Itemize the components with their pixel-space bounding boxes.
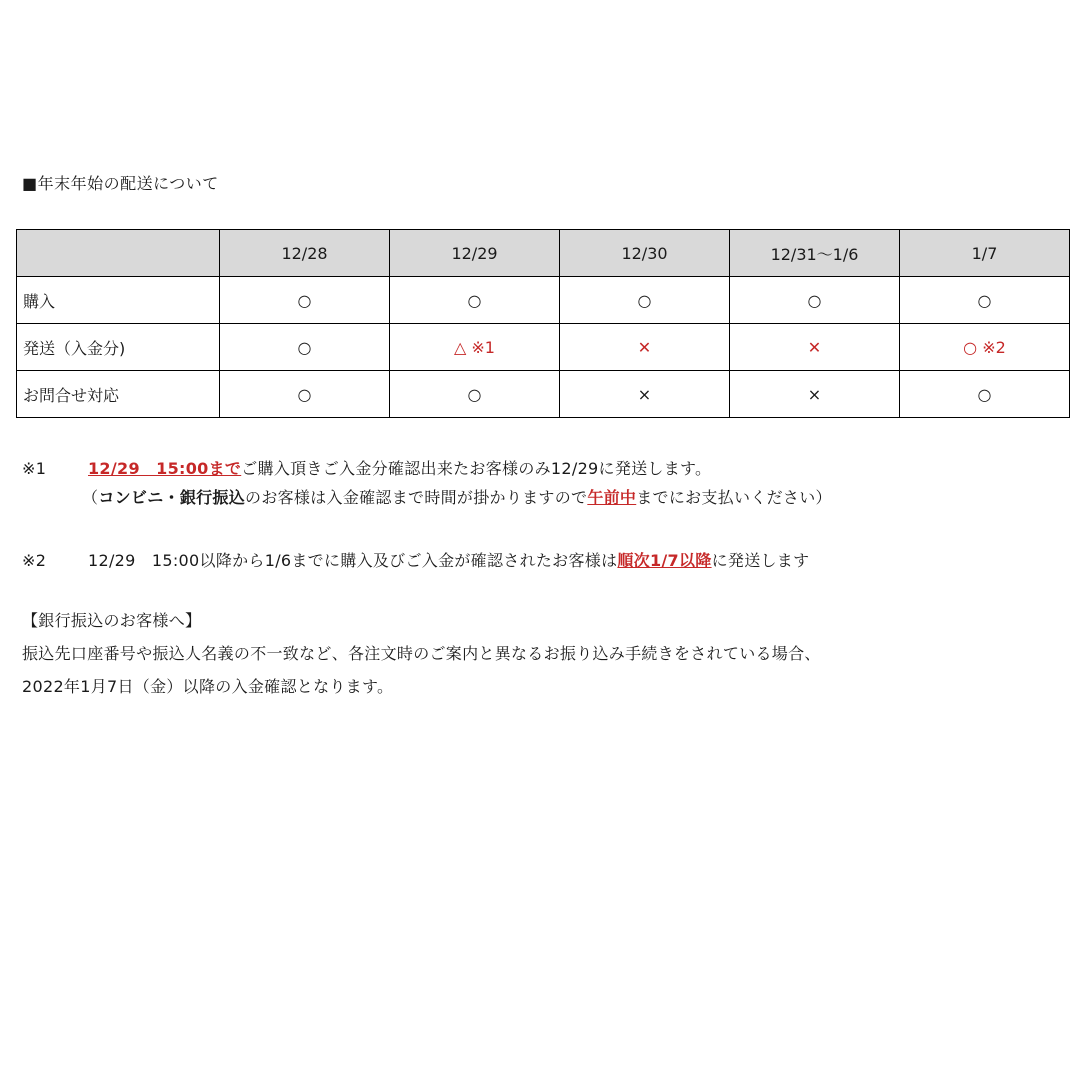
status-cell: ○	[730, 277, 900, 324]
status-cell: ✕	[730, 324, 900, 371]
status-cell: ✕	[560, 324, 730, 371]
header-date-cell: 1/7	[900, 230, 1070, 277]
table-row-purchase	[17, 277, 1070, 324]
status-cell: ○ ※2	[900, 324, 1070, 371]
note-2-text: 12/29 15:00以降から1/6までに購入及びご入金が確認されたお客様は	[88, 551, 618, 570]
note-1-paren-open: （	[82, 488, 99, 507]
status-cell: ○	[390, 277, 560, 324]
status-cell: ○	[220, 324, 390, 371]
shipping-schedule-table	[16, 229, 1070, 418]
note-2-key: ※2	[22, 551, 47, 570]
table-header-row	[17, 230, 1070, 277]
status-cell: ○	[900, 277, 1070, 324]
table-row-shipping	[17, 324, 1070, 371]
status-cell: ○	[220, 277, 390, 324]
status-cell: ○	[390, 371, 560, 418]
note-2	[22, 548, 809, 571]
row-label: 購入	[17, 277, 220, 324]
bank-heading: 【銀行振込のお客様へ】	[22, 611, 202, 630]
note-1-deadline: 12/29 15:00まで	[88, 459, 242, 478]
note-2-tail: に発送します	[711, 551, 810, 570]
bank-line-1: 振込先口座番号や振込人名義の不一致など、各注文時のご案内と異なるお振り込み手続きをされている場合、	[22, 644, 821, 663]
header-corner-cell	[17, 230, 220, 277]
note-1-line-1	[22, 456, 711, 479]
header-date-cell: 12/31〜1/6	[730, 230, 900, 277]
header-date-cell: 12/28	[220, 230, 390, 277]
bank-line-2: 2022年1月7日（金）以降の入金確認となります。	[22, 677, 394, 696]
status-cell: ×	[560, 371, 730, 418]
header-date-cell: 12/29	[390, 230, 560, 277]
row-label: お問合せ対応	[17, 371, 220, 418]
row-label: 発送（入金分)	[17, 324, 220, 371]
page-title: ■年末年始の配送について	[22, 174, 219, 193]
note-1-text: ご購入頂きご入金分確認出来たお客様のみ12/29に発送します。	[241, 459, 712, 478]
note-1-close-text: までにお支払いください）	[636, 488, 832, 507]
note-1-key: ※1	[22, 459, 47, 478]
table-row-inquiry	[17, 371, 1070, 418]
status-cell: △ ※1	[390, 324, 560, 371]
note-1-payment-methods: コンビニ・銀行振込	[98, 488, 246, 507]
note-1-morning: 午前中	[587, 488, 637, 507]
status-cell: ○	[560, 277, 730, 324]
status-cell: ○	[220, 371, 390, 418]
status-cell: ○	[900, 371, 1070, 418]
note-1-line-2	[82, 485, 832, 508]
header-date-cell: 12/30	[560, 230, 730, 277]
note-1-mid-text: のお客様は入金確認まで時間が掛かりますので	[245, 488, 588, 507]
status-cell: ×	[730, 371, 900, 418]
note-2-emphasis: 順次1/7以降	[617, 551, 712, 570]
